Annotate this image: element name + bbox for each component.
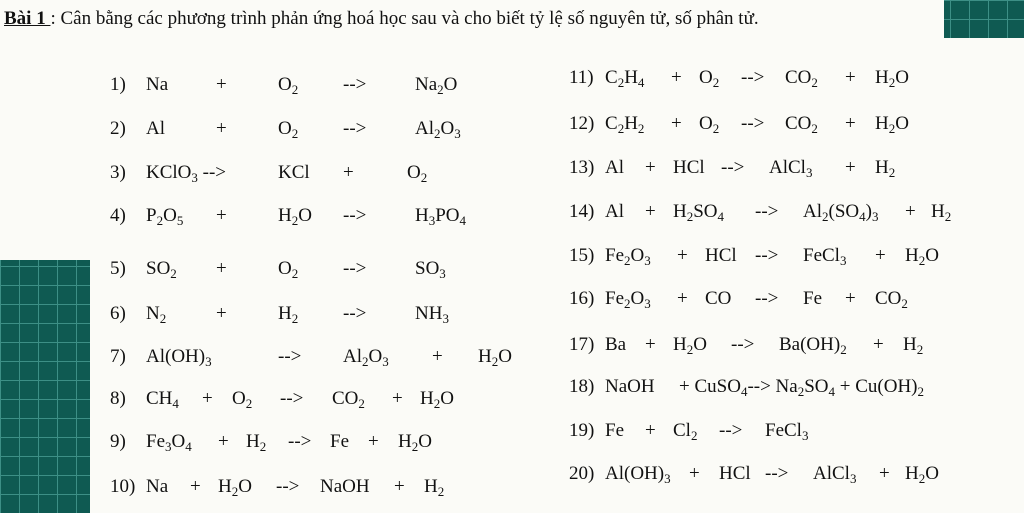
paper-upper-left	[0, 38, 90, 260]
exercise-label: Bài 1	[4, 8, 51, 29]
exercise-instruction: : Cân bằng các phương trình phản ứng hoá học sau và cho biết tỷ lệ số nguyên tử, số phân tử.	[50, 8, 759, 29]
paper-main	[90, 38, 1024, 513]
exercise-heading	[4, 8, 759, 30]
